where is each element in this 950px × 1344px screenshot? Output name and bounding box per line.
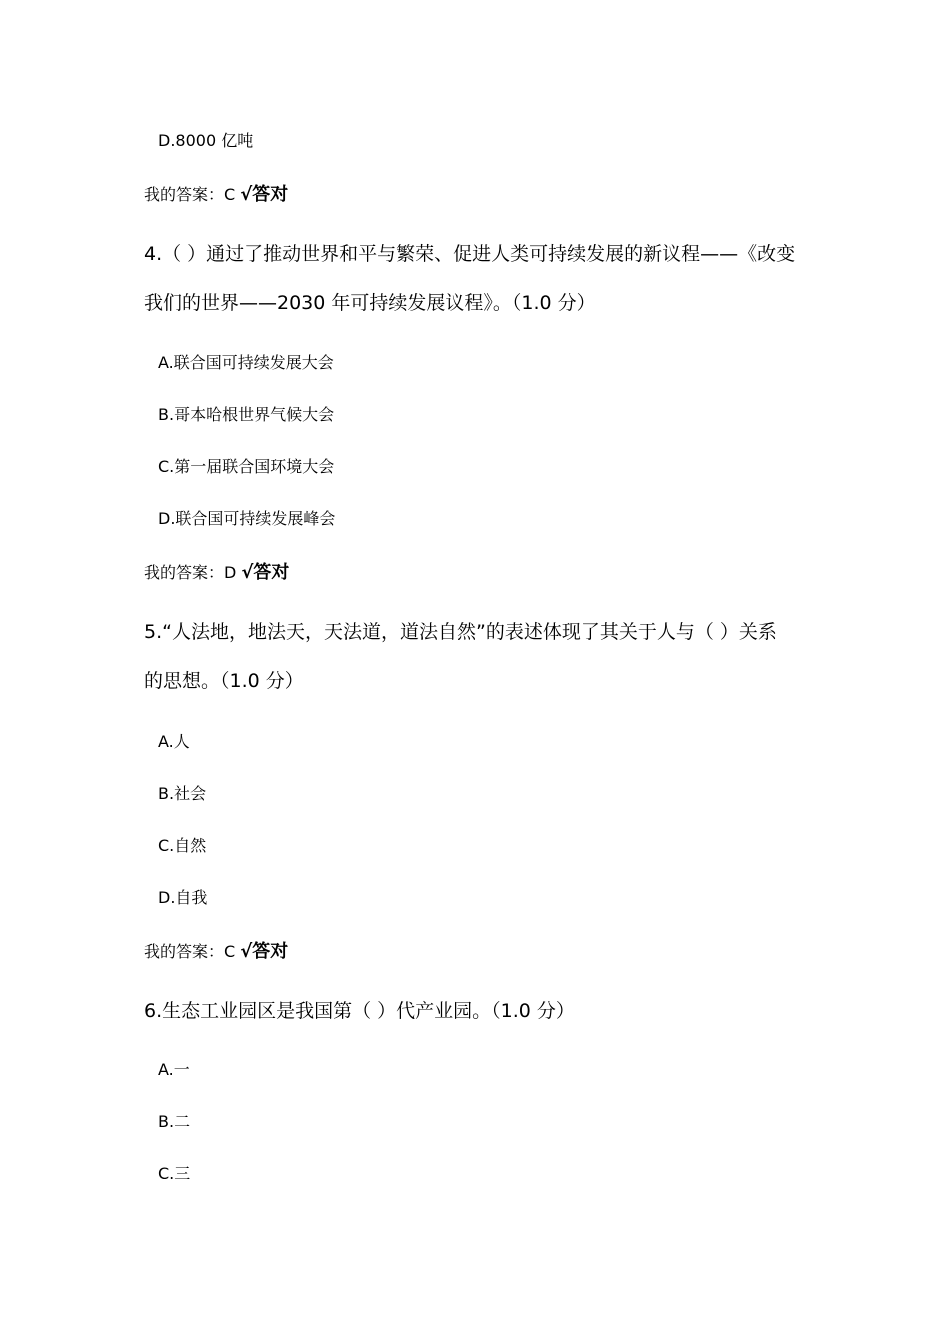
- correct-mark: √答对: [240, 941, 289, 962]
- question-5-line-2: 的思想。（1.0 分）: [144, 670, 304, 692]
- answer-label: 我的答案：C: [144, 185, 236, 204]
- question-4-line-1: 4.（ ）通过了推动世界和平与繁荣、促进人类可持续发展的新议程——《改变: [144, 243, 796, 265]
- question-5-line-1: 5.“人法地，地法天，天法道，道法自然”的表述体现了其关于人与（ ）关系: [144, 621, 777, 643]
- correct-mark: √答对: [240, 184, 289, 205]
- option-q5-d: D.自我: [158, 888, 208, 907]
- question-4-line-2: 我们的世界——2030 年可持续发展议程》。（1.0 分）: [144, 292, 596, 314]
- option-q5-b: B.社会: [158, 784, 207, 803]
- option-q6-c: C.三: [158, 1164, 191, 1183]
- answer-q5: [144, 937, 288, 963]
- option-q5-c: C.自然: [158, 836, 207, 855]
- option-q3-d: D.8000 亿吨: [158, 131, 254, 150]
- correct-mark: √答对: [241, 562, 290, 583]
- option-q4-d: D.联合国可持续发展峰会: [158, 509, 336, 528]
- option-q5-a: A.人: [158, 732, 190, 751]
- option-q4-a: A.联合国可持续发展大会: [158, 353, 334, 372]
- option-q6-b: B.二: [158, 1112, 191, 1131]
- answer-label: 我的答案：C: [144, 942, 236, 961]
- answer-label: 我的答案：D: [144, 563, 237, 582]
- answer-q3: [144, 180, 288, 206]
- option-q6-a: A.一: [158, 1060, 190, 1079]
- option-q4-c: C.第一届联合国环境大会: [158, 457, 335, 476]
- answer-q4: [144, 558, 289, 584]
- option-q4-b: B.哥本哈根世界气候大会: [158, 405, 335, 424]
- question-6-line-1: 6.生态工业园区是我国第（ ）代产业园。（1.0 分）: [144, 1000, 575, 1022]
